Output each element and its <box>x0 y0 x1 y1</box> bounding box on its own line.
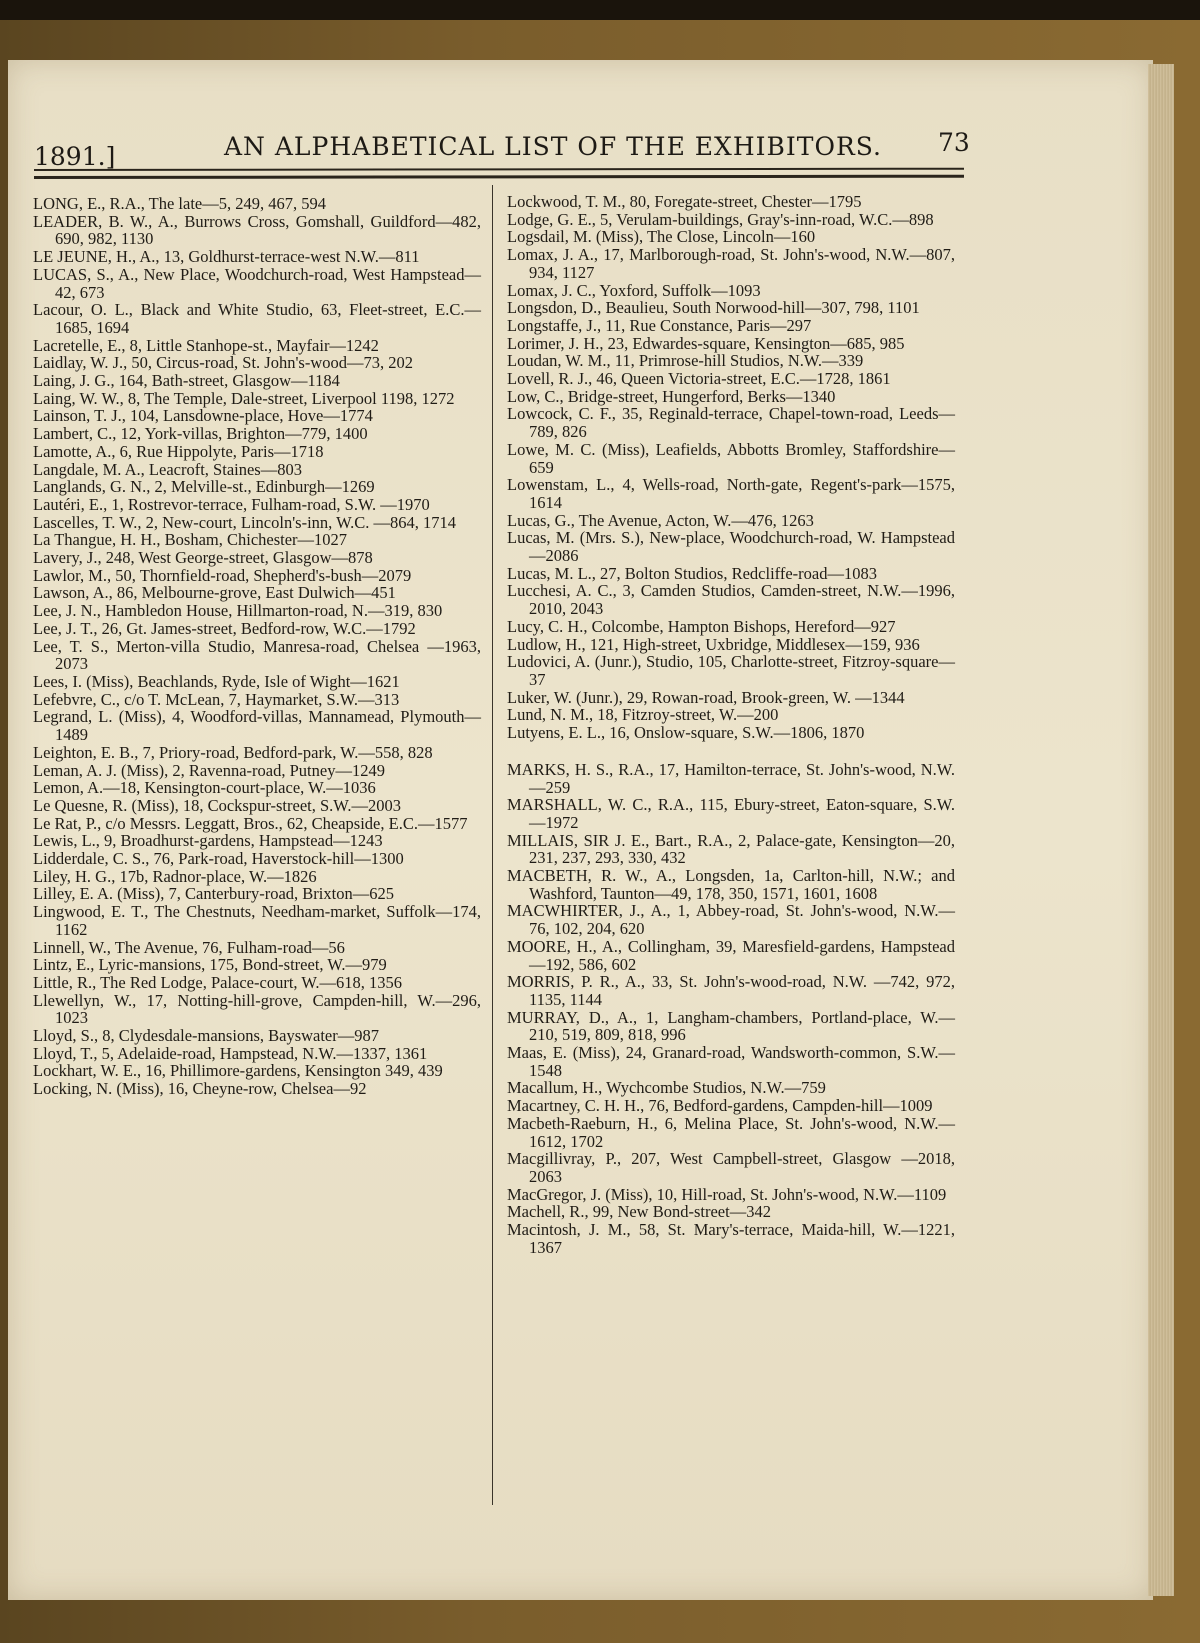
exhibitor-entry: Lutyens, E. L., 16, Onslow-square, S.W.—1806, 1870 <box>507 723 865 743</box>
exhibitor-entry: Little, R., The Red Lodge, Palace-court, W.—618, 1356 <box>33 972 403 992</box>
exhibitor-entry: Macintosh, J. M., 58, St. Mary's-terrace, Maida-hill, W.—1221, 1367 <box>507 1220 955 1257</box>
exhibitor-entry: Luker, W. (Junr.), 29, Rowan-road, Brook-green, W. —1344 <box>507 687 905 707</box>
exhibitor-entry: Lee, J. T., 26, Gt. James-street, Bedford-row, W.C.—1792 <box>33 618 416 638</box>
exhibitor-entry: Lorimer, J. H., 23, Edwardes-square, Kensington—685, 985 <box>507 333 905 353</box>
exhibitor-entry: Lintz, E., Lyric-mansions, 175, Bond-street, W.—979 <box>33 955 387 975</box>
exhibitor-entry: Langdale, M. A., Leacroft, Staines—803 <box>33 459 302 479</box>
exhibitor-entry: Laing, W. W., 8, The Temple, Dale-street, Liverpool 1198, 1272 <box>33 388 455 408</box>
exhibitor-entry: Lavery, J., 248, West George-street, Glasgow—878 <box>33 548 373 568</box>
exhibitor-entry: Lewis, L., 9, Broadhurst-gardens, Hampstead—1243 <box>33 831 383 851</box>
exhibitor-entry: Lomax, J. A., 17, Marlborough-road, St. John's-wood, N.W.—807, 934, 1127 <box>507 245 955 282</box>
exhibitor-entry: Liley, H. G., 17b, Radnor-place, W.—1826 <box>33 866 317 886</box>
exhibitor-entry: MacGregor, J. (Miss), 10, Hill-road, St. John's-wood, N.W.—1109 <box>507 1184 947 1204</box>
exhibitor-entry: Longstaffe, J., 11, Rue Constance, Paris—297 <box>507 315 812 335</box>
exhibitor-entry: LEADER, B. W., A., Burrows Cross, Gomshall, Guildford—482, 690, 982, 1130 <box>33 211 481 249</box>
exhibitor-entry: Logsdail, M. (Miss), The Close, Lincoln—160 <box>507 227 816 247</box>
exhibitor-entry: Lilley, E. A. (Miss), 7, Canterbury-road, Brixton—625 <box>33 884 394 904</box>
header-title: AN ALPHABETICAL LIST OF THE EXHIBITORS. <box>224 132 882 161</box>
exhibitor-entry: Linnell, W., The Avenue, 76, Fulham-road—56 <box>33 937 345 957</box>
exhibitor-entry: Lacour, O. L., Black and White Studio, 63, Fleet-street, E.C.—1685, 1694 <box>33 300 481 337</box>
exhibitor-entry: MURRAY, D., A., 1, Langham-chambers, Portland-place, W.—210, 519, 809, 818, 996 <box>507 1007 955 1045</box>
exhibitor-entry: MACWHIRTER, J., A., 1, Abbey-road, St. John's-wood, N.W.—76, 102, 204, 620 <box>507 901 955 939</box>
exhibitor-entry: Lowcock, C. F., 35, Reginald-terrace, Chapel-town-road, Leeds—789, 826 <box>507 404 955 442</box>
exhibitor-entry: MILLAIS, SIR J. E., Bart., R.A., 2, Palace-gate, Kensington—20, 231, 237, 293, 330, 432 <box>507 830 955 868</box>
exhibitor-entry: Lucas, M. L., 27, Bolton Studios, Redcliffe-road—1083 <box>507 563 877 583</box>
exhibitor-entry: Lingwood, E. T., The Chestnuts, Needham-market, Suffolk—174, 1162 <box>33 902 481 939</box>
exhibitor-entry: La Thangue, H. H., Bosham, Chichester—1027 <box>33 530 348 550</box>
exhibitor-entry: MARSHALL, W. C., R.A., 115, Ebury-street, Eaton-square, S.W.—1972 <box>507 795 955 832</box>
exhibitor-entry: Lawlor, M., 50, Thornfield-road, Shepherd's-bush—2079 <box>33 565 412 585</box>
exhibitor-entry: Lloyd, S., 8, Clydesdale-mansions, Bayswater—987 <box>33 1026 380 1046</box>
exhibitor-entry: Lucas, M. (Mrs. S.), New-place, Woodchurch-road, W. Hampstead—2086 <box>507 528 955 566</box>
exhibitor-entry: Laidlay, W. J., 50, Circus-road, St. John's-wood—73, 202 <box>33 353 414 373</box>
exhibitor-entry: Lamotte, A., 6, Rue Hippolyte, Paris—1718 <box>33 441 324 461</box>
exhibitor-entry: MORRIS, P. R., A., 33, St. John's-wood-road, N.W. —742, 972, 1135, 1144 <box>507 972 955 1009</box>
exhibitor-entry: LE JEUNE, H., A., 13, Goldhurst-terrace-west N.W.—811 <box>33 247 420 267</box>
exhibitor-entry: Macgillivray, P., 207, West Campbell-street, Glasgow —2018, 2063 <box>507 1149 955 1186</box>
exhibitor-entry: Maas, E. (Miss), 24, Granard-road, Wandsworth-common, S.W.—1548 <box>507 1043 955 1080</box>
exhibitor-entry: Lacretelle, E., 8, Little Stanhope-st., Mayfair—1242 <box>33 335 379 355</box>
exhibitor-entry: Lefebvre, C., c/o T. McLean, 7, Haymarket, S.W.—313 <box>33 689 400 709</box>
exhibitor-entry: Machell, R., 99, New Bond-street—342 <box>507 1202 771 1222</box>
exhibitor-entry: MACBETH, R. W., A., Longsden, 1a, Carlton-hill, N.W.; and Washford, Taunton—49, 178, 350, 1571, 1601, 1608 <box>507 866 955 903</box>
header-year: 1891.] <box>34 142 116 171</box>
exhibitor-entry: Ludovici, A. (Junr.), Studio, 105, Charlotte-street, Fitzroy-square—37 <box>507 652 955 689</box>
exhibitor-entry: Lainson, T. J., 104, Lansdowne-place, Hove—1774 <box>33 406 373 426</box>
left-column <box>33 195 481 1098</box>
exhibitor-entry: Lockhart, W. E., 16, Phillimore-gardens, Kensington 349, 439 <box>33 1061 443 1081</box>
exhibitor-entry: Llewellyn, W., 17, Notting-hill-grove, Campden-hill, W.—296, 1023 <box>33 990 481 1028</box>
exhibitor-entry: MARKS, H. S., R.A., 17, Hamilton-terrace, St. John's-wood, N.W.—259 <box>507 759 955 797</box>
right-column-l-entries <box>507 193 955 742</box>
exhibitor-entry: Lucas, G., The Avenue, Acton, W.—476, 1263 <box>507 510 814 530</box>
exhibitor-entry: Lees, I. (Miss), Beachlands, Ryde, Isle of Wight—1621 <box>33 671 400 691</box>
exhibitor-entry: Ludlow, H., 121, High-street, Uxbridge, Middlesex—159, 936 <box>507 634 920 654</box>
section-gap <box>507 742 955 761</box>
exhibitor-entry: Lloyd, T., 5, Adelaide-road, Hampstead, N.W.—1337, 1361 <box>33 1043 428 1063</box>
exhibitor-entry: Lawson, A., 86, Melbourne-grove, East Dulwich—451 <box>33 583 396 603</box>
exhibitor-entry: Lowe, M. C. (Miss), Leafields, Abbotts Bromley, Staffordshire—659 <box>507 439 955 477</box>
page-number: 73 <box>938 128 970 157</box>
exhibitor-entry: Legrand, L. (Miss), 4, Woodford-villas, Mannamead, Plymouth—1489 <box>33 707 481 745</box>
exhibitor-entry: Lidderdale, C. S., 76, Park-road, Haverstock-hill—1300 <box>33 849 404 869</box>
running-header <box>34 130 974 170</box>
exhibitor-entry: Leman, A. J. (Miss), 2, Ravenna-road, Putney—1249 <box>33 760 385 780</box>
exhibitor-entry: MOORE, H., A., Collingham, 39, Maresfield-gardens, Hampstead—192, 586, 602 <box>507 936 955 974</box>
exhibitor-entry: Macartney, C. H. H., 76, Bedford-gardens, Campden-hill—1009 <box>507 1096 933 1116</box>
exhibitor-entry: Lucy, C. H., Colcombe, Hampton Bishops, Hereford—927 <box>507 616 896 636</box>
exhibitor-entry: Longsdon, D., Beaulieu, South Norwood-hill—307, 798, 1101 <box>507 298 920 318</box>
exhibitor-entry: Lodge, G. E., 5, Verulam-buildings, Gray's-inn-road, W.C.—898 <box>507 209 934 229</box>
exhibitor-entry: Lee, J. N., Hambledon House, Hillmarton-road, N.—319, 830 <box>33 601 443 621</box>
exhibitor-entry: Lockwood, T. M., 80, Foregate-street, Chester—1795 <box>507 192 862 211</box>
column-divider <box>492 185 493 1505</box>
exhibitor-entry: LONG, E., R.A., The late—5, 249, 467, 594 <box>33 194 326 213</box>
exhibitor-entry: Macbeth-Raeburn, H., 6, Melina Place, St. John's-wood, N.W.—1612, 1702 <box>507 1113 955 1151</box>
exhibitor-entry: Loudan, W. M., 11, Primrose-hill Studios, N.W.—339 <box>507 351 864 371</box>
exhibitor-entry: Low, C., Bridge-street, Hungerford, Berks—1340 <box>507 386 836 406</box>
exhibitor-entry: Lascelles, T. W., 2, New-court, Lincoln's-inn, W.C. —864, 1714 <box>33 512 457 532</box>
page-edges <box>1148 64 1174 1596</box>
exhibitor-entry: Leighton, E. B., 7, Priory-road, Bedford-park, W.—558, 828 <box>33 742 433 762</box>
exhibitor-entry: Lemon, A.—18, Kensington-court-place, W.—1036 <box>33 778 376 798</box>
exhibitor-entry: Lovell, R. J., 46, Queen Victoria-street, E.C.—1728, 1861 <box>507 369 891 389</box>
exhibitor-entry: Langlands, G. N., 2, Melville-st., Edinburgh—1269 <box>33 477 375 497</box>
exhibitor-entry: Locking, N. (Miss), 16, Cheyne-row, Chelsea—92 <box>33 1079 367 1099</box>
exhibitor-entry: Macallum, H., Wychcombe Studios, N.W.—759 <box>507 1078 826 1098</box>
exhibitor-entry: Lee, T. S., Merton-villa Studio, Manresa-road, Chelsea —1963, 2073 <box>33 636 481 674</box>
exhibitor-entry: Lund, N. M., 18, Fitzroy-street, W.—200 <box>507 705 779 725</box>
right-column <box>507 193 955 1256</box>
exhibitor-entry: Le Quesne, R. (Miss), 18, Cockspur-street, S.W.—2003 <box>33 795 401 815</box>
exhibitor-entry: LUCAS, S., A., New Place, Woodchurch-road, West Hampstead—42, 673 <box>33 264 481 302</box>
exhibitor-entry: Le Rat, P., c/o Messrs. Leggatt, Bros., 62, Cheapside, E.C.—1577 <box>33 813 468 833</box>
exhibitor-entry: Lucchesi, A. C., 3, Camden Studios, Camden-street, N.W.—1996, 2010, 2043 <box>507 581 955 619</box>
exhibitor-entry: Laing, J. G., 164, Bath-street, Glasgow—1184 <box>33 371 340 391</box>
right-column-m-entries <box>507 761 955 1257</box>
exhibitor-entry: Lambert, C., 12, York-villas, Brighton—779, 1400 <box>33 424 368 444</box>
exhibitor-entry: Lowenstam, L., 4, Wells-road, North-gate, Regent's-park—1575, 1614 <box>507 475 955 512</box>
exhibitor-entry: Lomax, J. C., Yoxford, Suffolk—1093 <box>507 280 761 300</box>
exhibitor-entry: Lautéri, E., 1, Rostrevor-terrace, Fulham-road, S.W. —1970 <box>33 494 430 514</box>
